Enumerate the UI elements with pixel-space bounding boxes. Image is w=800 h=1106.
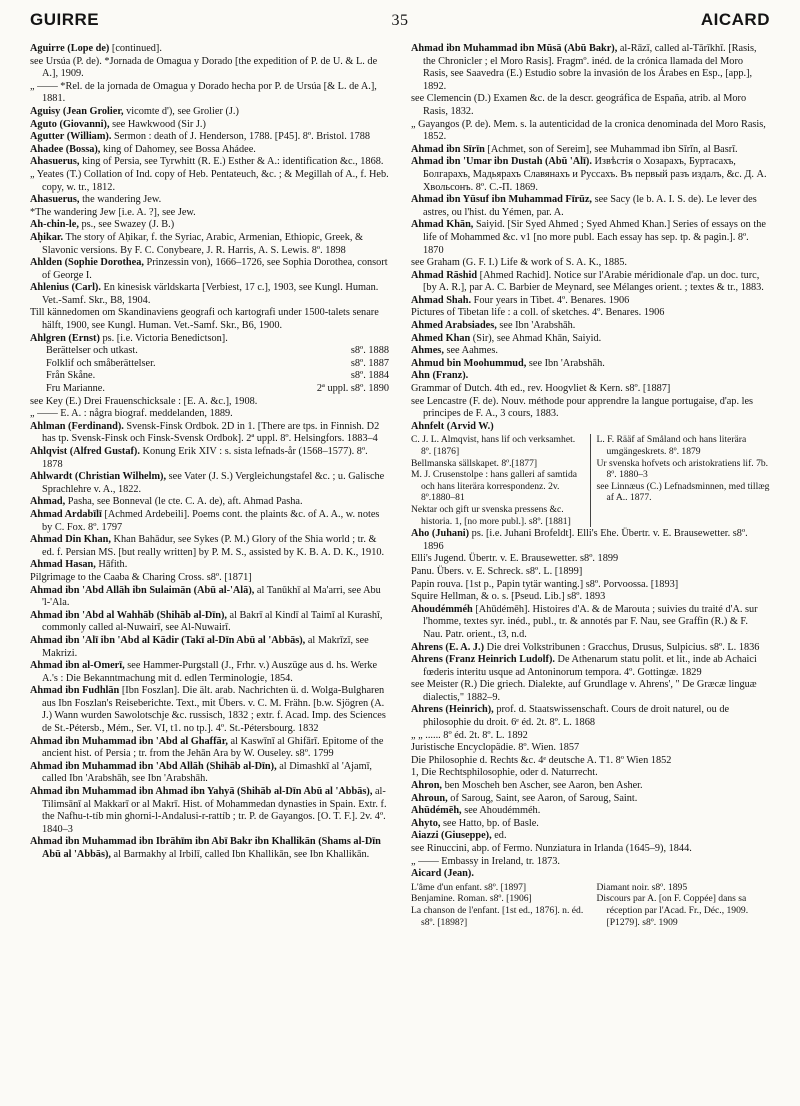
- work-entry: La chanson de l'enfant. [1st ed., 1876]. n. éd. s8º. [1898?]: [411, 904, 584, 928]
- entry-text: Die drei Volkstribunen : Gracchus, Drusus, Sulpicius. s8º. L. 1836: [484, 641, 760, 653]
- work-entry: L. F. Rääf af Småland och hans literära umgängeskrets. 8º. 1879: [596, 434, 747, 457]
- work-entry: see Linnæus (C.) Lefnadsminnen, med tillæg af A.. 1877.: [596, 480, 770, 504]
- running-header: [30, 10, 770, 34]
- page-number: 35: [391, 12, 409, 29]
- catalogue-entry: [30, 610, 389, 635]
- catalogue-entry: [411, 119, 770, 144]
- entry-text: 1, Die Rechtsphilosophie, oder d. Naturrecht.: [411, 767, 598, 779]
- entry-heading: Ahlenius (Carl).: [30, 282, 101, 294]
- catalogue-entry: [411, 396, 770, 421]
- catalogue-entry: [411, 856, 770, 869]
- entry-heading: Ahmad Khān,: [411, 219, 474, 231]
- catalogue-entry: [411, 642, 770, 655]
- entry-text: al Kaswīnī al Ghifārī. Epitome of the ancient hist. of Persia ; tr. from the Jehān Ara by W. Ouseley. s8º. 1799: [42, 735, 384, 760]
- entry-text: Konung Erik XIV : s. sista lefnads-år (1568–1577). 8º. 1878: [42, 446, 368, 470]
- catalogue-entry: [411, 553, 770, 566]
- catalogue-entry: [411, 144, 770, 157]
- work-date: s8º. 1884: [350, 370, 389, 382]
- entry-heading: Ahrens (E. A. J.): [411, 641, 485, 653]
- catalogue-entry: [30, 534, 389, 559]
- entry-heading: Aguisy (Jean Grolier,: [30, 105, 124, 117]
- entry-heading: Ahmad ibn Muhammad ibn Ahmad ibn Yahyā (Shihāb al-Dīn Abū al 'Abbās),: [30, 786, 373, 798]
- entry-heading: Ahmad Hasan,: [30, 559, 96, 571]
- entry-text: [Ahmed Rachid]. Notice sur l'Arabie méridionale d'ap. un doc. turc, [by A. R.], par A. C. Barbier de Meynard, see Mélanges orient. ; textes & tr., 1883.: [423, 269, 764, 294]
- entry-text: vicomte d'), see Grolier (J.): [123, 105, 239, 117]
- entry-text: [Ibn Foszlan]. Die ält. arab. Nachrichten ü. d. Wolga-Bulgharen aus Ibn Foszlan's Reiseberichte. Text., mit Übers. v. C. M. Frähn. [b.w. Sjögren (A. J.) Wann wurden Sawolotschje &c. russisch, 1832 ; extr. f. Acad. Imp. des Sciences de St.-Pétersb., Mém., Ser. VI, t1. no tp.]. 4º. St.-Pétersbourg. 1832: [42, 685, 386, 735]
- entry-text: „ Gayangos (P. de). Mem. s. la autenticidad de la cronica denominada del Moro Rasis, 1852.: [411, 118, 766, 143]
- entry-heading: Ahmad Shah.: [411, 294, 472, 306]
- catalogue-entry: [30, 761, 389, 786]
- entry-heading: Ahmad,: [30, 496, 66, 508]
- catalogue-entry: [30, 396, 389, 409]
- entry-heading: Aiazzi (Giuseppe),: [411, 830, 492, 842]
- entry-heading: Ahrens (Heinrich),: [411, 704, 494, 716]
- catalogue-entry: [30, 207, 389, 220]
- catalogue-entry: [411, 654, 770, 679]
- header-right-word: AICARD: [700, 10, 770, 29]
- catalogue-entry: [30, 282, 389, 307]
- entry-heading: Aguto (Giovanni),: [30, 118, 110, 130]
- catalogue-entry: [411, 421, 770, 434]
- catalogue-entry: [30, 786, 389, 836]
- entry-heading: Ahmad ibn Muhammad ibn 'Abd al Ghaffār,: [30, 735, 228, 747]
- entry-text: *The wandering Jew [i.e. A. ?], see Jew.: [30, 206, 196, 218]
- catalogue-entry: [411, 793, 770, 806]
- work-entry: M. J. Crusenstolpe : hans galleri af samtida och hans literära korrespondenz. 2v. 8º.1880–81: [411, 469, 577, 504]
- entry-text: Svensk-Finsk Ordbok. 2D in 1. [There are tps. in Finnish. D2 has tp. Svensk-Finsk och Finsk-Svensk Ordbok]. 2ª uppl. 8º. Helsingfors. 1883–4: [42, 420, 380, 445]
- work-entry: L'âme d'un enfant. s8º. [1897]: [411, 881, 527, 893]
- entry-heading: Ahmed Khan: [411, 332, 471, 344]
- entry-text: ed.: [491, 830, 507, 842]
- entry-heading: Ah-chin-le,: [30, 219, 79, 231]
- entry-heading: Ahoudémméh: [411, 603, 473, 615]
- catalogue-entry: [411, 257, 770, 270]
- catalogue-entry: [411, 270, 770, 295]
- catalogue-entry: [411, 818, 770, 831]
- entry-text: Pictures of Tibetan life : a coll. of sketches. 4º. Benares. 1906: [411, 307, 665, 319]
- entry-text: see Meister (R.) Die griech. Dialekte, auf Grundlage v. Ahrens', " De Græcæ linguæ dialectis," 1882–9.: [411, 679, 757, 703]
- catalogue-entry: [411, 295, 770, 308]
- work-entry: Benjamine. Roman. s8º. [1906]: [411, 893, 532, 905]
- catalogue-entry: [30, 307, 389, 332]
- entry-heading: Ahasuerus,: [30, 156, 80, 168]
- work-entry: Discours par A. [on F. Coppée] dans sa réception par l'Acad. Fr., Déc., 1909. [P1279]. s8º. 1909: [596, 893, 749, 928]
- entry-text: see Graham (G. F. I.) Life & work of S. A. K., 1885.: [411, 257, 627, 269]
- entry-text: Elli's Jugend. Übertr. v. E. Brausewetter. s8º. 1899: [411, 553, 619, 565]
- catalogue-entry: [30, 585, 389, 610]
- entry-text: see Aahmes.: [443, 345, 498, 357]
- entry-heading: Ahyto,: [411, 817, 441, 829]
- entry-text: ps. [i.e. Victoria Benedictson].: [99, 332, 228, 344]
- entry-text: the wandering Jew.: [79, 194, 162, 206]
- entry-text: see Lencastre (F. de). Nouv. méthode pour apprendre la langue portugaise, d'ap. les principes de F. A., 3 cours, 1883.: [411, 395, 754, 420]
- catalogue-entry: [411, 742, 770, 755]
- catalogue-entry: [411, 43, 770, 93]
- entry-heading: Agutter (William).: [30, 131, 112, 143]
- entry-heading: Ahadee (Bossa),: [30, 143, 101, 155]
- entry-text: see Vater (J. S.) Vergleichungstafel &c. ; u. Galische Sprachlehre v. A., 1822.: [42, 471, 385, 495]
- catalogue-entry: [411, 767, 770, 780]
- entry-text: Pilgrimage to the Caaba & Charing Cross. s8º. [1871]: [30, 571, 252, 583]
- catalogue-entry: [411, 333, 770, 346]
- catalogue-entry: [30, 333, 389, 346]
- entry-text: see Hammer-Purgstall (J., Frhr. v.) Auszüge aus d. hs. Werke A.'s : Die Bekanntmachung mit d. edlen Terminologie, 1854.: [42, 660, 378, 684]
- entry-text: prof. d. Staatswissenschaft. Cours de droit naturel, ou de philosophie du droit. 6ᵉ éd. 2t. 8º. L. 1868: [423, 704, 730, 729]
- entry-text: Prinzessin von), 1666–1726, see Sophia Dorothea, consort of George I.: [42, 257, 388, 281]
- entry-heading: Ahmad ibn al-Omerī,: [30, 660, 125, 672]
- catalogue-entry: [411, 383, 770, 396]
- entry-text: Grammar of Dutch. 4th ed., rev. Hoogvliet & Kern. s8º. [1887]: [411, 383, 671, 395]
- entry-text: of Saroug, Saint, see Aaron, of Saroug, Saint.: [447, 792, 638, 804]
- catalogue-entry: [30, 421, 389, 446]
- catalogue-entry: [30, 446, 389, 471]
- entry-heading: Ahmad ibn Muhammad ibn 'Abd Allāh (Shihāb al-Dīn),: [30, 760, 277, 772]
- header-left-word: GUIRRE: [30, 10, 100, 29]
- entry-heading: Ahmad ibn Muhammad ibn Ibrāhīm ibn Abī Bakr ibn Khallikān (Shams al-Dīn Abū al 'Abbās),: [30, 836, 381, 860]
- entry-heading: Ahmad ibn 'Abd al Wahhāb (Shihāb al-Dīn),: [30, 609, 227, 621]
- work-entry: C. J. L. Almqvist, hans lif och verksamhet. 8º. [1876]: [411, 434, 576, 457]
- entry-text: Извѣстія о Хозарахъ, Буртасахъ, Болгарахъ, Мадьярахъ Славянахъ и Руссахъ. Въ первый разъ издалъ, &c. Д. А. Хвольсонъ. 8º. C.-П. 1869.: [423, 156, 767, 193]
- entry-text: al Barmakhy al Irbilī, called Ibn Khallikān, see Ibn Khallikān.: [110, 849, 370, 860]
- work-entry: Ur svenska hofvets och aristokratiens lif. 7b. 8º. 1880–3: [596, 457, 769, 481]
- entry-text: al Tanūkhī al Ma'arri, see Abu 'l-'Ala.: [42, 584, 381, 609]
- catalogue-entry: [411, 566, 770, 579]
- catalogue-entry: [411, 320, 770, 333]
- catalogue-entry: [411, 604, 770, 642]
- entry-text: Papin rouva. [1st p., Papin tytär wanting.] s8º. Porvoossa. [1893]: [411, 578, 679, 590]
- entry-heading: Ahmud bin Moohummud,: [411, 357, 527, 369]
- entry-heading: Ahmad ibn Yūsuf ibn Muhammad Fīrūz,: [411, 194, 592, 206]
- right-column: [411, 43, 770, 929]
- entry-text: see Clemencin (D.) Examen &c. de la descr. geográfica de España, atrib. al Moro Rasis, 1832.: [411, 93, 747, 117]
- work-entry: Bellmanska sällskapet. 8º.[1877]: [411, 457, 538, 469]
- entry-text: Till kännedomen om Skandinaviens geografi och kartografi under 1500-talets senare hälft, 1900, see Kungl. Human. Vet.-Samf. Skr., B6, 1900.: [30, 307, 379, 332]
- entry-text: see Key (E.) Drei Frauenschicksale : [E. A. &c.], 1908.: [30, 395, 258, 407]
- entry-text: see Hatto, bp. of Basle.: [440, 817, 539, 829]
- entry-heading: Ahlgren (Ernst): [30, 332, 100, 344]
- entry-heading: Ahnfelt (Arvid W.): [411, 420, 494, 432]
- catalogue-entry: [411, 780, 770, 793]
- entry-heading: Aguirre (Lope de): [30, 43, 110, 54]
- catalogue-entry: [411, 591, 770, 604]
- work-row: [46, 345, 389, 358]
- catalogue-entry: [411, 843, 770, 856]
- catalogue-entry: [30, 496, 389, 509]
- entry-text: see Rinuccini, abp. of Fermo. Nunziatura in Irlanda (1645–9), 1844.: [411, 843, 692, 854]
- entry-text: see Ibn 'Arabshāh.: [496, 320, 576, 332]
- catalogue-entry: [411, 704, 770, 729]
- catalogue-entry: [30, 56, 389, 81]
- catalogue-entry: [30, 408, 389, 421]
- entry-text: „ „ ...... 8º éd. 2t. 8º. L. 1892: [411, 729, 528, 741]
- entry-text: see Ahoudémméh.: [461, 805, 541, 817]
- entry-heading: Ahmad Din Khan,: [30, 534, 111, 546]
- catalogue-entry: [411, 219, 770, 257]
- entry-text: Squire Hellman, & o. s. [Pseud. Lib.] s8º. 1893: [411, 591, 606, 603]
- entry-heading: Ahmad ibn 'Abd Allāh ibn Sulaimān (Abū al-'Alā),: [30, 584, 255, 596]
- entry-text: al Bakrī al Kindī al Taimī al Kurashī, commonly called al-Nuwairī, see Al-Nuwairī.: [42, 609, 383, 634]
- entry-heading: Ahmes,: [411, 345, 444, 357]
- work-date: 2ª uppl. s8º. 1890: [316, 383, 389, 395]
- entry-text: al Dimashkī al 'Ajamī, called Ibn 'Arabshāh, see Ibn 'Arabshāh.: [42, 760, 373, 785]
- entry-text: Four years in Tibet. 4º. Benares. 1906: [471, 294, 630, 306]
- catalogue-entry: [411, 830, 770, 843]
- catalogue-entry: [30, 219, 389, 232]
- catalogue-entry: [30, 156, 389, 169]
- catalogue-entry: [411, 345, 770, 358]
- entry-heading: Ahmad ibn Muhammad ibn Mūsā (Abū Bakr),: [411, 43, 618, 54]
- entry-text: king of Persia, see Tyrwhitt (R. E.) Esther & A.: identification &c., 1868.: [79, 156, 384, 168]
- entry-heading: Ahmad ibn Sīrīn: [411, 143, 485, 155]
- entry-text: Sermon : death of J. Henderson, 1788. [P45]. 8º. Bristol. 1788: [111, 131, 371, 143]
- entry-text: Die Philosophie d. Rechts &c. 4ᵉ deutsche A. T1. 8º Wien 1852: [411, 754, 672, 766]
- catalogue-entry: [411, 156, 770, 194]
- catalogue-entry: [411, 370, 770, 383]
- entry-text: The story of Aḥikar, f. the Syriac, Arabic, Armenian, Ethiopic, Greek, & Slavonic versions. By F. C. Conybeare, J. R. Harris, A. S. Lewis. 8º. 1898: [42, 231, 364, 256]
- catalogue-entry: [30, 106, 389, 119]
- catalogue-entry: [30, 736, 389, 761]
- entry-text: Hāfith.: [95, 559, 128, 571]
- catalogue-entry: [30, 43, 389, 56]
- catalogue-entry: [30, 660, 389, 685]
- catalogue-entry: [30, 559, 389, 572]
- entry-text: [Ahūdémēh]. Histoires d'A. & de Marouta ; suivies du traité d'A. sur l'homme, textes syr. inéd., publ., tr. & annotés par F. Nau, see Graffin (R.) & F. Nau. Patr. orient., t3, n.d.: [423, 603, 758, 640]
- catalogue-entry: [411, 679, 770, 704]
- aicard-works: [411, 882, 770, 928]
- entry-text: Pasha, see Bonneval (le cte. C. A. de), aft. Ahmad Pasha.: [65, 496, 303, 508]
- work-title: Från Skåne.: [46, 370, 96, 382]
- entry-text: „ Yeates (T.) Collation of Ind. copy of Heb. Pentateuch, &c. ; & Megillah of A., f. Heb. copy, w. tr., 1812.: [30, 168, 389, 193]
- entry-text: [Achmed Ardebeili]. Poems cont. the plaints &c. of A. A., w. notes by C. Fox. 8º. 1797: [42, 508, 380, 533]
- work-title: Fru Marianne.: [46, 383, 105, 395]
- work-title: Berättelser och utkast.: [46, 345, 138, 357]
- entry-heading: Ahn (Franz).: [411, 370, 469, 382]
- catalogue-entry: [30, 635, 389, 660]
- catalogue-entry: [30, 169, 389, 194]
- catalogue-entry: [411, 93, 770, 118]
- entry-heading: Ahūdémēh,: [411, 805, 462, 817]
- entry-text: ps., see Swazey (J. B.): [78, 219, 175, 231]
- entry-text: (Sir), see Ahmad Khān, Saiyid.: [470, 332, 602, 344]
- entry-text: „ —— Embassy in Ireland, tr. 1873.: [411, 855, 560, 867]
- catalogue-entry: [30, 194, 389, 207]
- entry-text: see Ibn 'Arabshāh.: [526, 357, 605, 369]
- catalogue-entry: [30, 257, 389, 282]
- entry-heading: Ahmad ibn 'Umar ibn Dustah (Abū 'Alī).: [411, 156, 592, 168]
- catalogue-entry: [30, 685, 389, 735]
- catalogue-entry: [411, 528, 770, 553]
- ahnfelt-works: [411, 434, 770, 527]
- entry-text: see Hawkwood (Sir J.): [109, 118, 206, 130]
- entry-text: „ —— E. A. : några biograf. meddelanden, 1889.: [30, 408, 233, 420]
- entry-heading: Ahron,: [411, 780, 442, 792]
- catalogue-entry: [30, 836, 389, 861]
- entry-text: ps. [i.e. Juhani Brofeldt]. Elli's Ehe. Übertr. v. E. Brausewetter. s8º. 1896: [423, 528, 748, 552]
- catalogue-entry: [30, 232, 389, 257]
- work-date: s8º. 1888: [350, 345, 389, 357]
- catalogue-entry: [411, 194, 770, 219]
- catalogue-entry: [30, 81, 389, 106]
- entry-heading: Aḥikar.: [30, 231, 64, 243]
- entry-text: ben Moscheh ben Ascher, see Aaron, ben Asher.: [442, 780, 643, 792]
- entry-text: see Sacy (le b. A. I. S. de). Le lever des astres, ou l'hist. du Yémen, par. A.: [423, 194, 757, 218]
- entry-heading: Ahlman (Ferdinand).: [30, 420, 124, 432]
- catalogue-entry: [411, 730, 770, 743]
- entry-text: En kinesisk världskarta [Verbiest, 17 c.], 1903, see Kungl. Human. Vet.-Samf. Skr., B8, 1904.: [42, 282, 379, 306]
- entry-heading: Ahlqvist (Alfred Gustaf).: [30, 446, 140, 457]
- catalogue-entry: [30, 131, 389, 144]
- left-column: [30, 43, 389, 929]
- catalogue-entry: [411, 805, 770, 818]
- entry-text: al-Tilimsānī al Makkarī or al Makrī. Hist. of Mohammedan dynasties in Spain. Extr. f. the Nafhu-t-tíb min ghorni-l-Andalusi-r-rattíb ; tr. P. de Gayangos. [O. T. F.]. 2v. 4º. 1840–3: [42, 786, 387, 835]
- work-date: s8º. 1887: [350, 357, 389, 369]
- entry-text: al Makrīzī, see Makrizi.: [42, 634, 369, 659]
- entry-text: see Ursúa (P. de). *Jornada de Omagua y Dorado [the expedition of P. de U. & L. de A.], 1909.: [30, 55, 378, 80]
- entry-text: Khan Bahādur, see Sykes (P. M.) Glory of the Shia world ; tr. & ed. f. Persian MS. [but really written] by P. M. S., assisted by K. B. A. D. K., 1910.: [42, 534, 385, 558]
- catalogue-entry: [411, 868, 770, 881]
- catalogue-entry: [30, 144, 389, 157]
- entry-heading: Ahmad ibn 'Alī ibn 'Abd al Kādir (Takī al-Dīn Abū al 'Abbās),: [30, 634, 306, 646]
- work-row: [46, 370, 389, 383]
- work-title: Folklif och småberättelser.: [46, 357, 156, 369]
- entry-heading: Ahmed Arabsiades,: [411, 320, 497, 332]
- entry-text: [Achmet, son of Sereim], see Muhammad ibn Sīrīn, al Basrī.: [484, 143, 738, 155]
- entry-heading: Aicard (Jean).: [411, 868, 474, 880]
- entry-text: De Athenarum statu polit. et lit., inde ab Achaici fœderis interitu usque ad Antoninorum tempora. 4º. Gottingæ. 1829: [423, 654, 757, 678]
- catalogue-entry: [411, 307, 770, 320]
- entry-text: al-Rāzī, called al-Tārīkhī. [Rasis, the Chronicler ; el Moro Rasis]. Fragmº. inéd. de la crónica llamada del Moro Rasis, see Saavedra (E.) Estudio sobre la invasión de los Árabes en Esp., [app.], 1892.: [423, 43, 757, 92]
- entry-heading: Ahmad Rāshid: [411, 269, 478, 281]
- entry-text: king of Dahomey, see Bossa Ahádee.: [100, 143, 256, 155]
- catalogue-entry: [411, 579, 770, 592]
- entry-heading: Ahlden (Sophie Dorothea,: [30, 257, 144, 269]
- work-entry: Nektar och gift ur svenska pressens &c. historia. 1, [no more publ.]. s8º. [1881]: [411, 503, 571, 527]
- work-entry: Diamant noir. s8º. 1895: [596, 881, 688, 893]
- entry-text: „ —— *Rel. de la jornada de Omagua y Dorado hecha por P. de Ursúa [& L. de A.], 1881.: [30, 80, 377, 105]
- catalogue-entry: [30, 471, 389, 496]
- entry-heading: Ahrens (Franz Heinrich Ludolf).: [411, 654, 555, 666]
- entry-heading: Aho (Juhani): [411, 528, 470, 540]
- catalogue-entry: [30, 509, 389, 534]
- entry-text: Juristische Encyclopädie. 8º. Wien. 1857: [411, 742, 580, 754]
- work-row: [46, 358, 389, 371]
- work-row: [46, 383, 389, 396]
- entry-heading: Ahlwardt (Christian Wilhelm),: [30, 471, 167, 483]
- entry-heading: Ahroun,: [411, 792, 448, 804]
- entry-heading: Ahmad ibn Fudhlān: [30, 685, 120, 697]
- entry-heading: Ahmad Ardabīlī: [30, 508, 102, 520]
- catalogue-entry: [411, 755, 770, 768]
- catalogue-entry: [411, 358, 770, 371]
- entry-text: Saiyid. [Sir Syed Ahmed ; Syed Ahmed Khan.] Series of essays on the life of Mohammed &c. v1 [no more publ. Each essay has sep. tp. & pagin.]. 8º. 1870: [423, 219, 766, 256]
- entry-text: [continued].: [109, 43, 162, 54]
- entry-text: Panu. Übers. v. E. Schreck. s8º. L. [1899]: [411, 565, 583, 577]
- catalogue-entry: [30, 119, 389, 132]
- entry-heading: Ahasuerus,: [30, 194, 80, 206]
- catalogue-entry: [30, 572, 389, 585]
